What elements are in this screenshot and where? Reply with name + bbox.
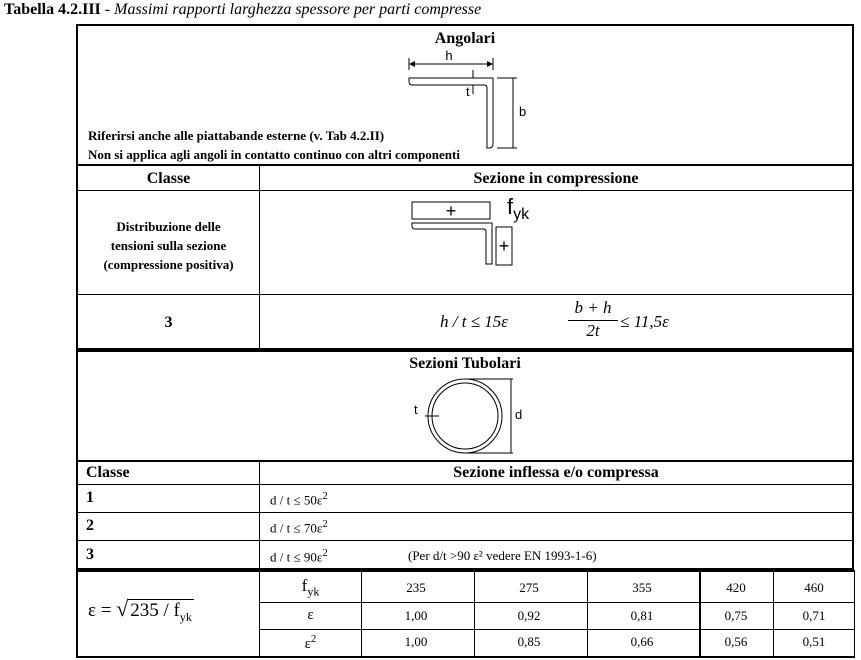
rule-class-1: $d / t \le 50\varepsilon^2$ — [270, 490, 328, 508]
col-classe-header-tubolari: Classe — [86, 464, 130, 481]
distribuzione-label: Distribuzione delle tensioni sulla sezione (compressione positiva) — [103, 219, 234, 272]
classe-1-tubolari: 1 — [86, 489, 94, 506]
angolari-heading: Angolari — [434, 30, 496, 47]
rule-class-2: $d / t \le 70\varepsilon^2$ — [270, 518, 328, 536]
angolari-table — [76, 24, 854, 352]
rule-class-3: $d / t \le 90\varepsilon^2$ — [270, 547, 328, 565]
col-classe-header: Classe — [146, 170, 191, 187]
eps2-420: 0,56 — [724, 634, 748, 649]
fyk-460: 460 — [804, 580, 824, 595]
col-sezione-compressione-header: Sezione in compressione — [473, 170, 639, 187]
classe-3-angolari: 3 — [164, 314, 173, 331]
tubolari-table — [76, 348, 854, 570]
plus-sign-flange: + — [445, 201, 457, 221]
angle-section-figure — [403, 48, 533, 154]
fyk-label: $f_{yk}$ — [507, 194, 530, 223]
eps2-355: 0,66 — [630, 634, 654, 649]
label-d: d — [515, 407, 523, 422]
row-label-eps: ε — [307, 607, 314, 623]
eps-235: 1,00 — [404, 608, 428, 623]
tubolari-heading: Sezioni Tubolari — [409, 355, 521, 372]
row-label-eps2: $\varepsilon^2$ — [304, 633, 317, 652]
epsilon-formula: ε = √ $235 / f_{yk}$ — [88, 596, 192, 624]
eps2-275: 0,85 — [517, 634, 541, 649]
formula-b-h-fraction: b + h 2t — [568, 298, 618, 341]
note-piattabande: Riferirsi anche alle piattabande esterne (v. Tab 4.2.II) — [88, 128, 385, 143]
note-angoli-contatto: Non si applica agli angoli in contatto continuo con altri componenti — [88, 147, 460, 162]
stress-distribution-figure — [408, 192, 548, 268]
table-caption — [4, 0, 481, 20]
eps-420: 0,75 — [724, 608, 748, 623]
plus-sign-leg: + — [498, 236, 510, 256]
row-label-fyk: $f_{yk}$ — [301, 576, 320, 599]
note-en-1993: (Per d/t >90 ε² vedere EN 1993-1-6) — [408, 548, 597, 563]
formula-h-t: h / t ≤ 15ε — [440, 312, 508, 331]
fyk-355: 355 — [632, 580, 652, 595]
eps-460: 0,71 — [802, 608, 826, 623]
col-sezione-inflessa-header: Sezione inflessa e/o compressa — [453, 464, 659, 481]
table-number: Tabella 4.2.III — [4, 1, 101, 18]
label-t: t — [466, 84, 470, 99]
eps-355: 0,81 — [630, 608, 654, 623]
classe-2-tubolari: 2 — [86, 517, 94, 534]
formula-b-h-limit: ≤ 11,5ε — [620, 312, 669, 331]
fyk-420: 420 — [726, 580, 746, 595]
eps2-235: 1,00 — [404, 634, 428, 649]
label-h: h — [445, 48, 453, 63]
label-b: b — [519, 104, 527, 119]
classe-3-tubolari: 3 — [86, 546, 94, 563]
tube-section-figure — [403, 374, 533, 460]
eps2-460: 0,51 — [802, 634, 826, 649]
label-t-tube: t — [414, 402, 418, 417]
fyk-235: 235 — [406, 580, 426, 595]
fyk-275: 275 — [519, 580, 539, 595]
eps-275: 0,92 — [517, 608, 541, 623]
table-title: - Massimi rapporti larghezza spessore per parti compresse — [100, 1, 482, 18]
